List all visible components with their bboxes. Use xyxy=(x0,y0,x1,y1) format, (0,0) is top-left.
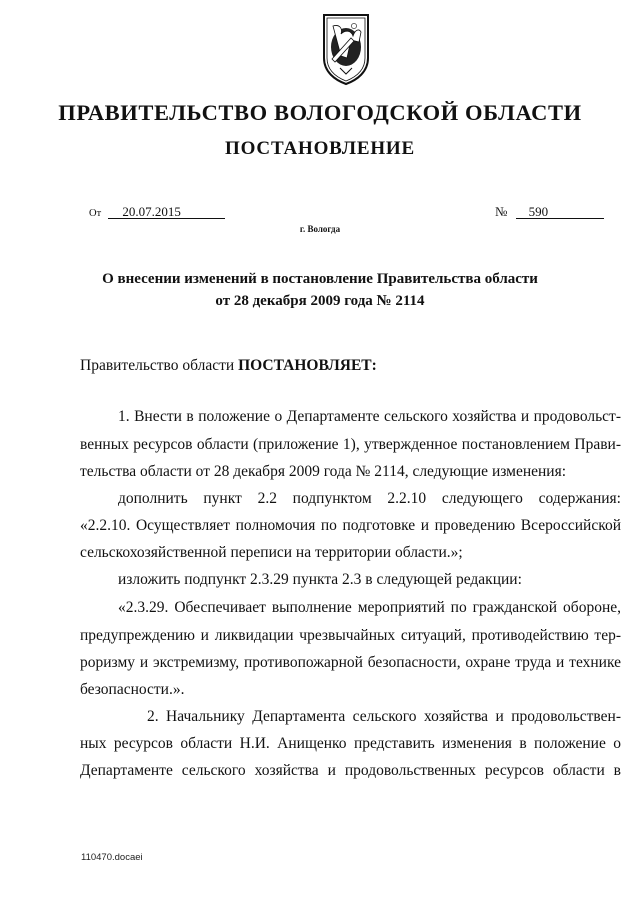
subject-line-2: от 28 декабря 2009 года № 2114 xyxy=(215,293,425,309)
body-line: 1. Внести в положение о Департаменте сельского хозяйства и продовольст- xyxy=(118,408,621,425)
document-date: 20.07.2015 xyxy=(108,205,225,219)
body-line: венных ресурсов области (приложение 1), утвержденное постановлением Прави- xyxy=(80,436,621,453)
footer-file-name: 110470.docaei xyxy=(81,852,143,863)
body-line: «2.3.29. Обеспечивает выполнение мероприятий по гражданской обороне, xyxy=(118,599,621,616)
organization-title: ПРАВИТЕЛЬСТВО ВОЛОГОДСКОЙ ОБЛАСТИ xyxy=(58,100,582,125)
document-city: г. Вологда xyxy=(299,224,341,234)
document-number-row xyxy=(495,204,604,220)
date-prefix: От xyxy=(89,208,102,219)
body-line: предупреждению и ликвидации чрезвычайных ситуаций, противодействию тер- xyxy=(80,627,621,644)
body-line: «2.2.10. Осуществляет полномочия по подготовке и проведению Всероссийской xyxy=(80,517,621,534)
coat-of-arms-emblem xyxy=(321,12,371,86)
document-type-title: ПОСТАНОВЛЕНИЕ xyxy=(225,138,415,159)
body-line: тельства области от 28 декабря 2009 года № 2114, следующие изменения: xyxy=(80,463,567,480)
body-line: 2. Начальнику Департамента сельского хозяйства и продовольствен- xyxy=(147,708,621,725)
body-line: Департаменте сельского хозяйства и продовольственных ресурсов области в xyxy=(80,762,621,779)
preamble-text: Правительство области xyxy=(80,357,239,374)
body-line: безопасности.». xyxy=(80,681,185,698)
body-line: сельскохозяйственной переписи на территории области.»; xyxy=(80,544,463,561)
body-line: изложить подпункт 2.3.29 пункта 2.3 в следующей редакции: xyxy=(118,571,522,588)
document-date-row xyxy=(89,204,225,220)
body-line: ных ресурсов области Н.И. Анищенко представить изменения в положение о xyxy=(80,735,621,752)
body-line: роризму и экстремизму, противопожарной безопасности, охране труда и технике xyxy=(80,654,621,671)
preamble-decree-word: ПОСТАНОВЛЯЕТ: xyxy=(238,357,377,374)
document-number: 590 xyxy=(516,205,604,219)
number-prefix: № xyxy=(495,204,508,219)
document-subject xyxy=(0,268,640,312)
subject-line-1: О внесении изменений в постановление Правительства области xyxy=(102,271,538,287)
body-line: дополнить пункт 2.2 подпунктом 2.2.10 следующего содержания: xyxy=(118,490,621,507)
preamble xyxy=(80,357,377,375)
